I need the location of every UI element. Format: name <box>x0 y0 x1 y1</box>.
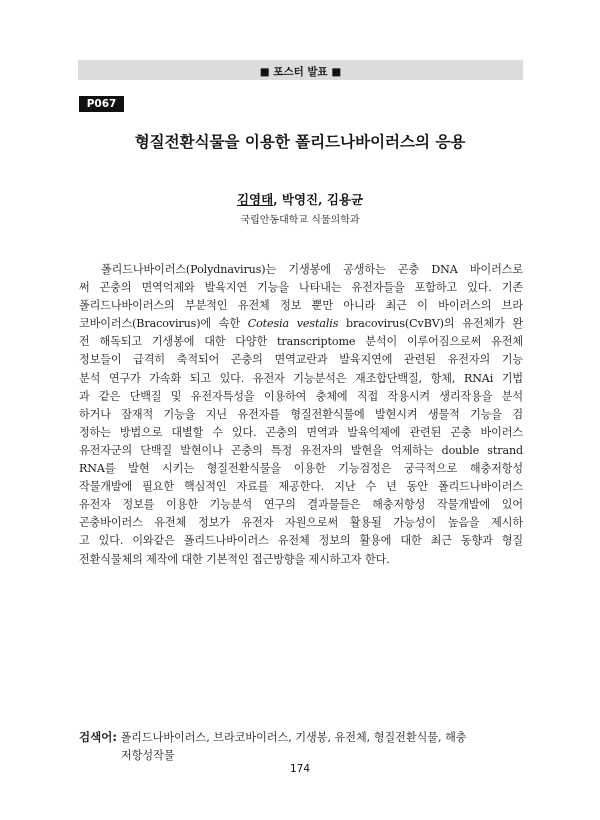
paper-id-badge: P067 <box>79 96 124 112</box>
keywords-line2: 저항성작물 <box>121 749 175 763</box>
affiliation: 국립안동대학교 식물의학과 <box>240 215 360 226</box>
abstract-line: 써 곤충의 면역억제와 발육지연 기능을 나타내는 유전자들을 포함하고 있다. 기존 <box>79 281 523 295</box>
abstract-line-with-species <box>79 315 523 333</box>
abstract-line: 과 같은 단백질 및 유전자특성을 이용하여 충체에 직접 작용시켜 생리작용을 분석 <box>79 389 523 403</box>
abstract-line: 전 해독되고 기생봉에 대한 다양한 transcriptome 분석이 이루어짐으로써 유전체 <box>79 335 523 349</box>
abstract-line: 폴리드나바이러스의 부분적인 유전체 정보 뿐만 아니라 최근 이 바이러스의 브라 <box>79 299 523 313</box>
page-number: 174 <box>289 763 311 775</box>
abstract-body <box>79 261 523 569</box>
paper-title: 형질전환식물을 이용한 폴리드나바이러스의 응용 <box>134 133 466 151</box>
abstract-line: 고 있다. 이와같은 폴리드나바이러스 유전체 정보의 활용에 대한 최근 동향과 형질 <box>79 534 523 548</box>
section-label: ■ 포스터 발표 ■ <box>259 66 342 78</box>
abstract-line: 곤충바이러스 유전체 정보가 유전자 자원으로써 활용될 가능성이 높음을 제시하 <box>79 516 523 530</box>
abstract-line: 분석 연구가 가속화 되고 있다. 유전자 기능분석은 재조합단백질, 항체, RNAi 기법 <box>79 371 523 385</box>
co-authors: , 박영진, 김용균 <box>273 192 364 207</box>
abstract-line: 유전자 정보를 이용한 기능분석 연구의 결과물들은 해충저항성 작물개발에 있어 <box>79 498 523 512</box>
abstract-line: 유전자군의 단백질 발현이나 곤충의 특정 유전자의 발현을 억제하는 double strand <box>79 443 523 457</box>
keywords-label: 검색어: <box>79 730 117 744</box>
species-name: Cotesia vestalis <box>247 317 339 331</box>
keywords-line1: 폴리드나바이러스, 브라코바이러스, 기생봉, 유전체, 형질전환식물, 해충 <box>116 731 467 744</box>
keywords-block <box>79 728 523 765</box>
abstract-line: 정하는 방법으로 대별할 수 있다. 곤충의 면역과 발육억제에 관련된 곤충 바이러스 <box>79 425 523 439</box>
abstract-line: 하거나 잠재적 기능을 지닌 유전자를 형질전환식물에 발현시켜 생물적 기능을 검 <box>79 407 523 421</box>
first-author: 김영태 <box>236 192 274 207</box>
abstract-line: 정보들이 급격히 축적되어 곤충의 면역교란과 발육지연에 관련된 유전자의 기능 <box>79 353 523 367</box>
section-header <box>78 60 523 80</box>
abstract-line: 폴리드나바이러스(Polydnavirus)는 기생봉에 공생하는 곤충 DNA 바이러스로 <box>101 263 523 276</box>
abstract-line: 전환식물체의 제작에 대한 기본적인 접근방향을 제시하고자 한다. <box>79 552 390 566</box>
abstract-fragment: bracovirus(CvBV)의 유전체가 완 <box>346 317 523 331</box>
abstract-line: 작물개발에 필요한 핵심적인 자료를 제공한다. 지난 수 년 동안 폴리드나바이러스 <box>79 480 523 494</box>
author-list <box>0 190 600 208</box>
abstract-fragment: 코바이러스(Bracovirus)에 속한 <box>79 317 248 331</box>
abstract-line: RNA를 발현 시키는 형질전환식물을 이용한 기능검정은 궁극적으로 해충저항성 <box>79 462 523 476</box>
